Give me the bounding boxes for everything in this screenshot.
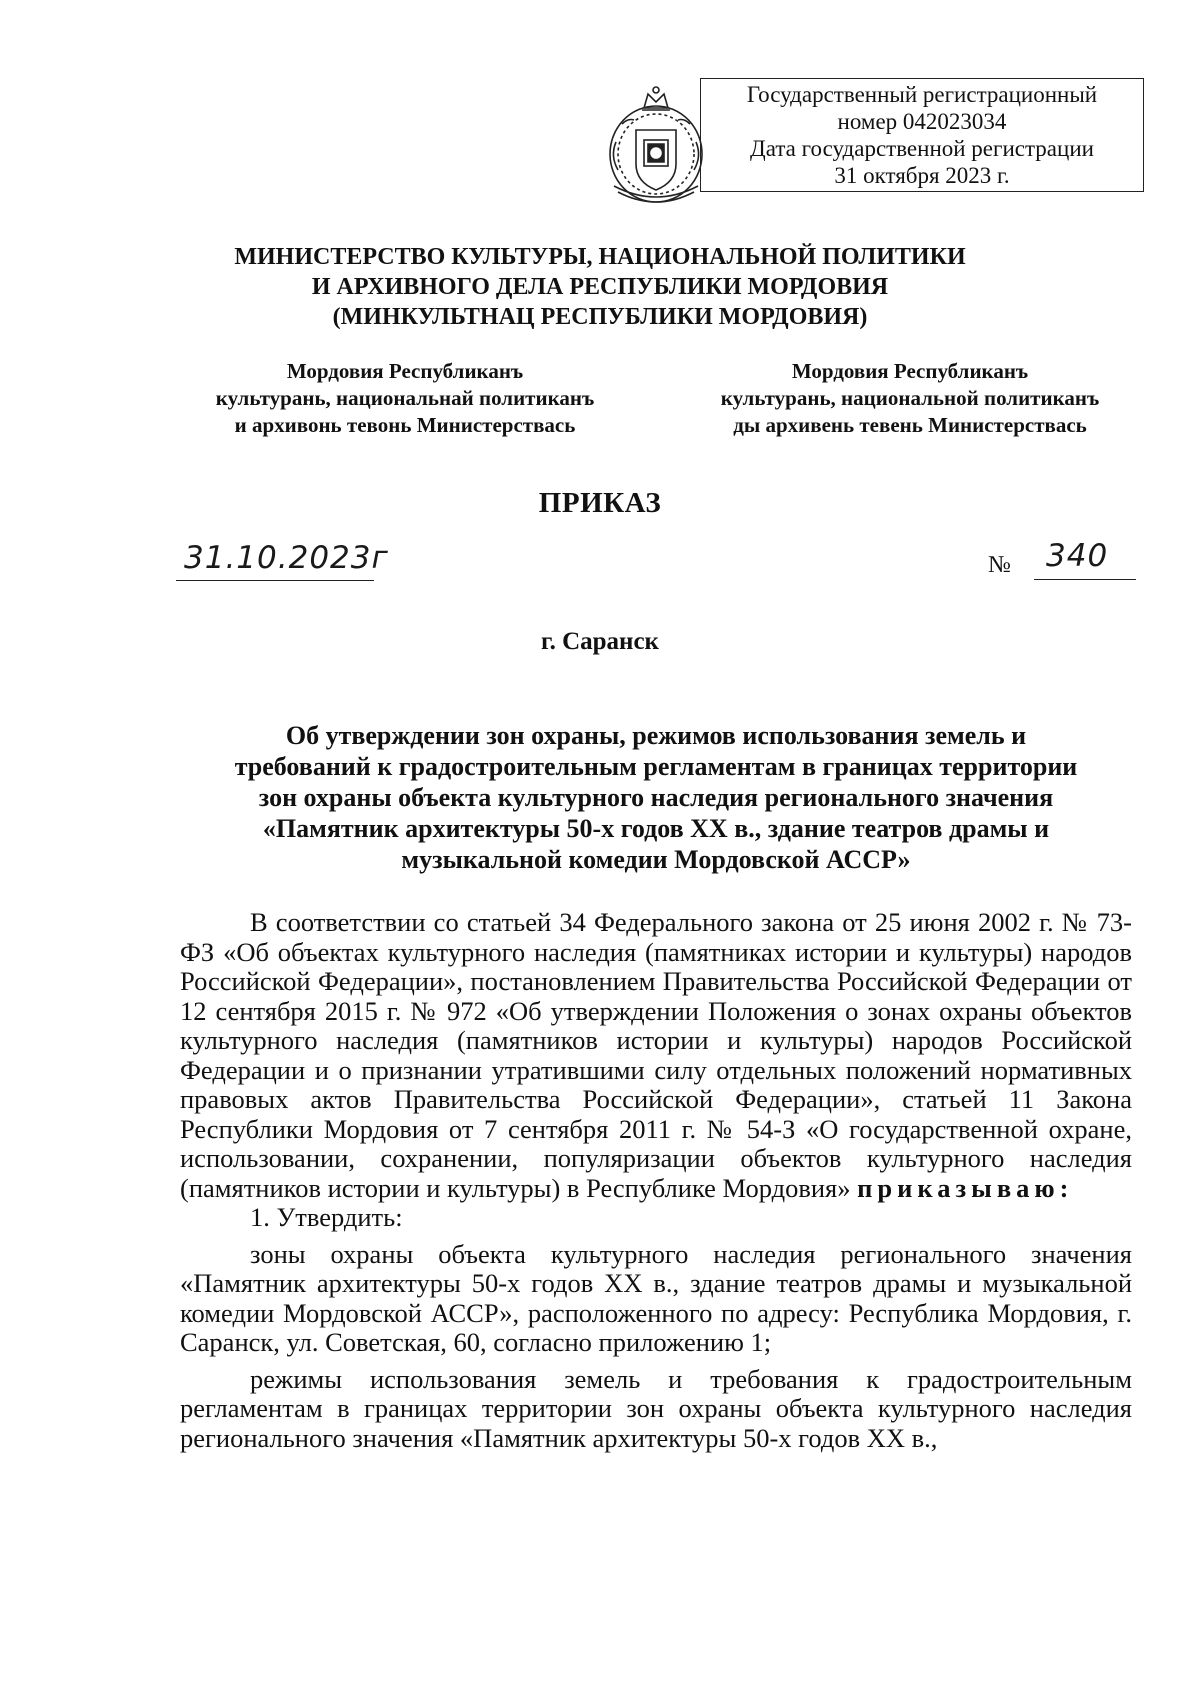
erzya-line-1: Мордовия Республиканъ	[791, 359, 1029, 383]
order-number-field	[988, 540, 1136, 580]
ministry-line-3: (МИНКУЛЬТНАЦ РЕСПУБЛИКИ МОРДОВИЯ)	[332, 304, 868, 330]
number-sign: №	[988, 552, 1011, 578]
preamble-text: В соответствии со статьей 34 Федерального закона от 25 июня 2002 г. № 73-ФЗ «Об объектах культурного наследия (памятниках истории и культуры) народов Российской Федерации», постановлением Правительства Российской Федерации от 12 сентября 2015 г. № 972 «Об утверждении Положения о зонах охраны объектов культурного наследия (памятников истории и культуры) народов Российской Федерации и о признании утратившими силу отдельных положений нормативных правовых актов Правительства Российской Федерации», статьей 11 Закона Республики Мордовия от 7 сентября 2011 г. № 54-З «О государственной охране, использовании, сохранении, популяризации объектов культурного наследия (памятников истории и культуры) в Республике Мордовия»	[180, 907, 1132, 1203]
registration-line-1: Государственный регистрационный	[746, 82, 1098, 107]
ministry-name-moksha	[170, 358, 640, 439]
order-number-handwritten: 340	[1046, 538, 1109, 574]
subject-line-3: зон охраны объекта культурного наследия регионального значения	[258, 783, 1054, 812]
ministry-name-erzya	[680, 358, 1140, 439]
subject-line-2: требований к градостроительным регламентам в границах территории	[234, 752, 1078, 781]
preamble-paragraph	[180, 908, 1132, 1203]
moksha-line-3: и архивонь тевонь Министерствась	[234, 413, 576, 437]
ministry-header	[0, 242, 1200, 332]
erzya-line-2: культурань, национальной политиканъ	[720, 386, 1100, 410]
registration-stamp	[700, 78, 1144, 192]
coat-of-arms-emblem	[604, 82, 708, 212]
city-of-issue: г. Саранск	[541, 628, 659, 655]
number-underline	[1034, 579, 1136, 580]
order-keyword: приказываю:	[857, 1172, 1074, 1203]
subject-line-5: музыкальной комедии Мордовской АССР»	[401, 845, 911, 874]
ministry-line-2: И АРХИВНОГО ДЕЛА РЕСПУБЛИКИ МОРДОВИЯ	[311, 274, 889, 300]
order-date-handwritten: 31.10.2023г	[184, 540, 389, 576]
order-subject	[180, 720, 1132, 875]
order-body	[180, 908, 1132, 1453]
registration-number: номер 042023034	[837, 109, 1007, 134]
regimes-paragraph: режимы использования земель и требования к градостроительным регламентам в границах территории зон охраны объекта культурного наследия регионального значения «Памятник архитектуры 50-х годов XX в.,	[180, 1363, 1132, 1453]
registration-line-3: Дата государственной регистрации	[750, 136, 1094, 161]
moksha-line-2: культурань, национальнай политиканъ	[215, 386, 595, 410]
moksha-line-1: Мордовия Республиканъ	[286, 359, 524, 383]
order-date-field	[176, 540, 389, 581]
ministry-line-1: МИНИСТЕРСТВО КУЛЬТУРЫ, НАЦИОНАЛЬНОЙ ПОЛИТИКИ	[234, 244, 966, 270]
subject-line-1: Об утверждении зон охраны, режимов использования земель и	[285, 721, 1027, 750]
registration-date: 31 октября 2023 г.	[834, 163, 1010, 188]
document-type-title: ПРИКАЗ	[538, 487, 662, 519]
item-1-heading: 1. Утвердить:	[250, 1202, 403, 1232]
zones-paragraph: зоны охраны объекта культурного наследия регионального значения «Памятник архитектуры 50-х годов XX в., здание театров драмы и музыкальной комедии Мордовской АССР», расположенного по адресу: Республика Мордовия, г. Саранск, ул. Советская, 60, согласно приложению 1;	[180, 1238, 1132, 1357]
subject-line-4: «Памятник архитектуры 50-х годов XX в., здание театров драмы и	[262, 814, 1050, 843]
erzya-line-3: ды архивень тевень Министерствась	[733, 413, 1087, 437]
